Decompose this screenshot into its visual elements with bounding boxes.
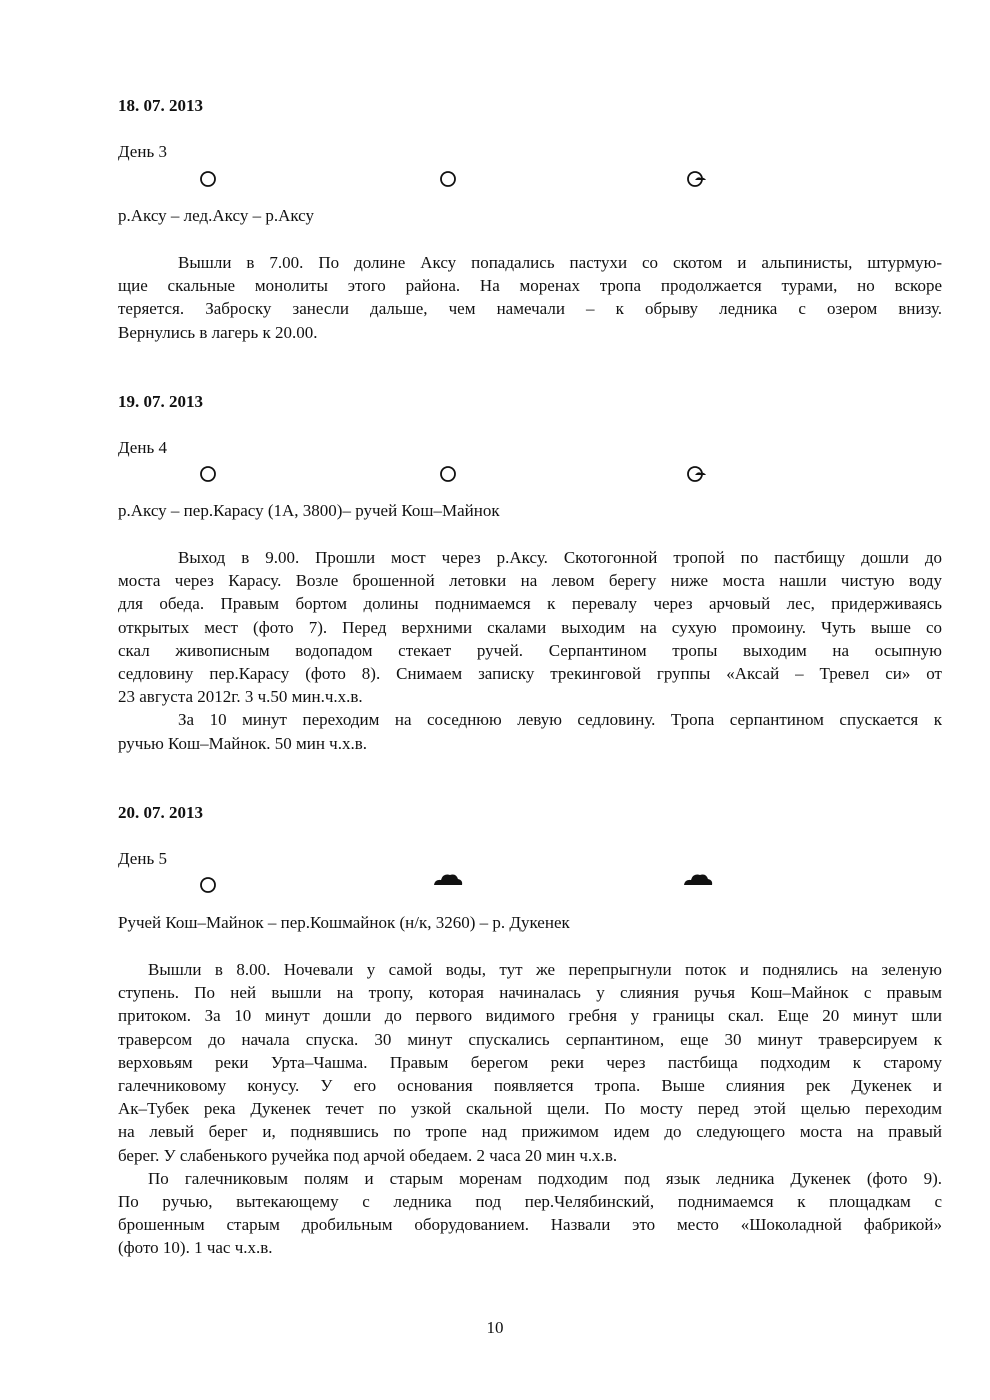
day-label-day3: День 3 [118,142,167,161]
cloud-icon [682,870,714,888]
text-line: По ручью, вытекающему с ледника под пер.Челябинский, поднимаемся к площадкам с [118,1192,942,1212]
text-line: По галечниковым полям и старым моренам подходим под язык ледника Дукенек (фото 9). [148,1168,942,1188]
page-number: 10 [486,1318,504,1337]
text-line: для обеда. Правым бортом долины поднимаемся к перевалу через арчовый лес, придерживаясь [118,594,942,614]
text-line: галечниковому конусу. У его основания появляется тропа. Выше слияния рек Дукенек и [118,1076,942,1096]
day-label-day4: День 4 [118,438,167,457]
text-line: теряется. Заброску занесли дальше, чем намечали – к обрыву ледника с озером внизу. [118,299,942,319]
paragraph-day4 [118,546,942,755]
text-line: Ак–Тубек река Дукенек течет по узкой скальной щели. По мосту перед этой щелью переходим [118,1099,942,1119]
text-line: Вышли в 7.00. По долине Аксу попадались пастухи со скотом и альпинисты, штурмую- [178,253,942,272]
text-line: ступень. По ней вышли на тропу, которая начиналась у слияния ручья Кош–Майнок с правым [118,983,942,1003]
text-line: берег. У слабенького ручейка под арчой обедаем. 2 часа 20 мин ч.х.в. [118,1145,618,1165]
sun-icon [438,465,460,483]
paragraph-day5 [118,958,942,1260]
sun-cloud-icon [686,170,708,188]
text-line: траверсом до начала спуска. 30 минут спускались серпантином, еще 30 минут траверсируем к [118,1029,942,1049]
text-line: 23 августа 2012г. 3 ч.50 мин.ч.х.в. [118,687,363,707]
cloud-icon [432,870,464,888]
text-line: щие скальные монолиты этого района. На моренах тропа продолжается турами, но вскоре [118,276,942,296]
entry-date-day4: 19. 07. 2013 [118,392,203,411]
text-line: Выход в 9.00. Прошли мост через р.Аксу. Скотогонной тропой по пастбищу дошли до [178,548,942,567]
paragraph-day3 [118,251,942,344]
sun-icon [438,170,460,188]
sun-cloud-icon [686,465,708,483]
text-line: на левый берег и, поднявшись по тропе над прижимом идем до следующего моста на правый [118,1122,942,1142]
route-day4: р.Аксу – пер.Карасу (1А, 3800)– ручей Кош–Майнок [118,501,500,520]
text-line: ручью Кош–Майнок. 50 мин ч.х.в. [118,733,368,753]
text-line: (фото 10). 1 час ч.х.в. [118,1238,273,1258]
sun-icon [198,170,220,188]
day-label-day5: День 5 [118,849,167,868]
text-line: моста через Карасу. Возле брошенной летовки на левом берегу ниже моста нашли чистую воду [118,571,942,591]
route-day3: р.Аксу – лед.Аксу – р.Аксу [118,206,315,225]
text-line: За 10 минут переходим на соседнюю левую седловину. Тропа серпантином спускается к [178,710,942,730]
text-line: открытых мест (фото 7). Перед верхними скалами выходим на сухую промоину. Чуть выше со [118,617,942,637]
text-line: верховьям реки Урта–Чашма. Правым берегом реки через пастбища подходим к старому [118,1052,942,1072]
text-line: Вернулись в лагерь к 20.00. [118,322,318,342]
entry-date-day3: 18. 07. 2013 [118,96,203,115]
text-line: седловину пер.Карасу (фото 8). Снимаем записку трекинговой группы «Аксай – Тревел си» от [118,664,942,684]
text-line: скал живописным водопадом стекает ручей. Серпантином тропы выходим на осыпную [118,640,942,660]
text-line: Вышли в 8.00. Ночевали у самой воды, тут же перепрыгнули поток и поднялись на зеленую [148,960,942,979]
text-line: притоком. За 10 минут дошли до первого видимого гребня у границы скал. Еще 20 минут шли [118,1006,942,1026]
route-day5: Ручей Кош–Майнок – пер.Кошмайнок (н/к, 3260) – р. Дукенек [118,913,570,932]
sun-icon [198,465,220,483]
entry-date-day5: 20. 07. 2013 [118,803,203,822]
sun-icon [198,876,220,894]
text-line: брошенным старым дробильным оборудованием. Назвали это место «Шоколадной фабрикой» [118,1215,942,1235]
